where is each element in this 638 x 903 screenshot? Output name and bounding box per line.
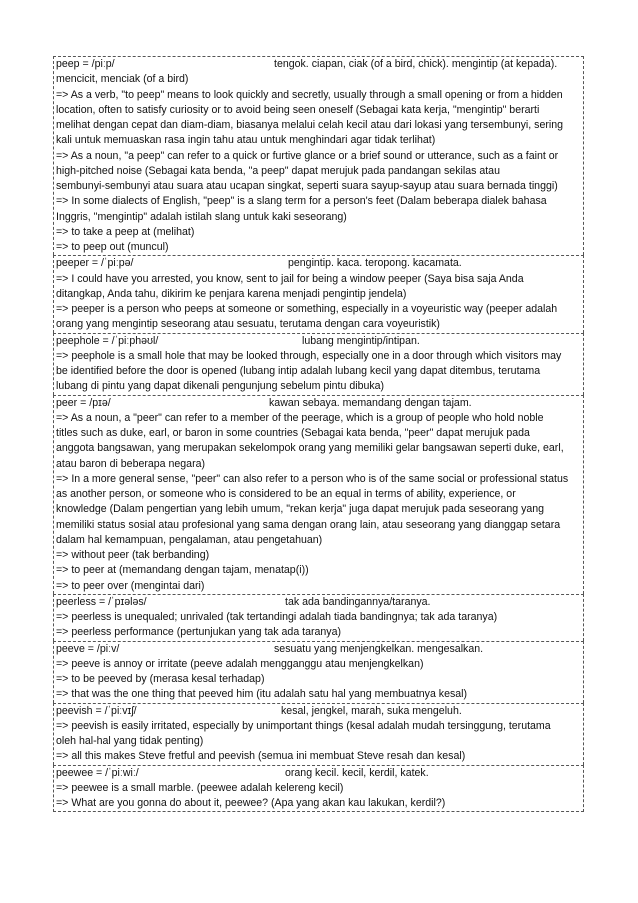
entry-text-line: memiliki status sosial atau profesional yang sama dengan orang lain, atau seseorang yang dianggap setara	[56, 518, 561, 531]
entry-text-line: => to take a peep at (melihat)	[56, 225, 195, 238]
entry-text-line: => peeve is annoy or irritate (peeve adalah mengganggu atau menjengkelkan)	[56, 657, 424, 670]
headword: peeve = /piːv/	[56, 642, 120, 655]
entry-text-line: as another person, or someone who is considered to be an equal in terms of ability, experience, or	[56, 488, 516, 500]
entry-text-line: orang yang mengintip seseorang atau sesuatu, terutama dengan cara voyeuristik)	[56, 318, 440, 331]
entry-text-line: => In a more general sense, "peer" can also refer to a person who is of the same social or professional status	[56, 472, 569, 485]
entry-text-line: => I could have you arrested, you know, sent to jail for being a window peeper (Saya bisa saja Anda	[56, 272, 524, 285]
entry-header	[56, 766, 581, 781]
entry-text-line: sembunyi-sembunyi atau suara atau ucapan singkat, seperti suara sayup-sayup atau suara bernada tinggi)	[56, 180, 558, 192]
dictionary-entry	[53, 594, 584, 641]
entry-text-line: dalam hal kemampuan, pengalaman, atau pengetahuan)	[56, 533, 323, 546]
headword: peeper = /ˈpiːpə/	[56, 257, 134, 270]
dictionary-entry	[53, 395, 584, 594]
dictionary-document	[53, 56, 584, 812]
dictionary-entry	[53, 333, 584, 395]
entry-text-line: => As a noun, "a peep" can refer to a quick or furtive glance or a brief sound or utterance, such as a faint or	[56, 149, 559, 162]
entry-text-line: => that was the one thing that peeved him (itu adalah satu hal yang membuatnya kesal)	[56, 688, 468, 701]
dictionary-entry	[53, 56, 584, 255]
entry-text-line: => As a noun, a "peer" can refer to a member of the peerage, which is a group of people who hold noble	[56, 411, 544, 424]
headword: peevish = /ˈpiːvɪʃ/	[56, 704, 137, 717]
entry-text-line: => peephole is a small hole that may be looked through, especially one in a door through which visitors may	[56, 349, 562, 362]
entry-text-line: lubang di pintu yang dapat dikenali pengunjung sebelum pintu dibuka)	[56, 380, 385, 393]
entry-text-line: => all this makes Steve fretful and peevish (semua ini membuat Steve resah dan kesal)	[56, 750, 466, 763]
entry-text-line: => peerless performance (pertunjukan yang tak ada taranya)	[56, 626, 342, 639]
entry-text-line: => to peer over (mengintai dari)	[56, 579, 205, 592]
entry-text-line: high-pitched noise (Sebagai kata benda, "a peep" dapat merujuk pada pandangan sekilas atau	[56, 164, 500, 177]
entry-text-line: Inggris, "mengintip" adalah istilah slang untuk kaki seseorang)	[56, 210, 347, 223]
headword: peep = /piːp/	[56, 58, 115, 70]
entry-text-line: => peewee is a small marble. (peewee adalah kelereng kecil)	[56, 781, 344, 794]
dictionary-entry	[53, 255, 584, 332]
translation: tak ada bandingannya/taranya.	[285, 595, 431, 608]
headword: peewee = /ˈpiːwiː/	[56, 766, 139, 779]
entry-text-line: => peeper is a person who peeps at someone or something, especially in a voyeuristic way (peeper adalah	[56, 303, 558, 315]
entry-header	[56, 256, 581, 271]
entry-text-line: mencicit, menciak (of a bird)	[56, 73, 189, 86]
entry-text-line: melihat dengan cepat dan diam-diam, biasanya melalui celah kecil atau dari lokasi yang tersembunyi, sering	[56, 119, 564, 131]
entry-text-line: oleh hal-hal yang tidak penting)	[56, 735, 204, 747]
translation: sesuatu yang menjengkelkan. mengesalkan.	[274, 642, 484, 655]
headword: peephole = /ˈpiːphəʊl/	[56, 334, 159, 347]
translation: kawan sebaya. memandang dengan tajam.	[269, 396, 472, 409]
translation: lubang mengintip/intipan.	[302, 334, 420, 347]
entry-header	[56, 334, 581, 349]
entry-header	[56, 642, 581, 657]
translation: pengintip. kaca. teropong. kacamata.	[288, 257, 462, 270]
dictionary-entry	[53, 765, 584, 813]
entry-text-line: ditangkap, Anda tahu, dikirim ke penjara karena menjadi pengintip jendela)	[56, 287, 407, 300]
entry-text-line: => What are you gonna do about it, peewee? (Apa yang akan kau lakukan, kerdil?)	[56, 797, 446, 809]
headword: peerless = /ˈpɪələs/	[56, 595, 147, 608]
entry-text-line: => As a verb, "to peep" means to look quickly and secretly, usually through a small opening or from a hidden	[56, 88, 563, 101]
entry-text-line: location, often to satisfy curiosity or to avoid being seen oneself (Sebagai kata kerja, "mengintip" berarti	[56, 103, 540, 116]
entry-text-line: anggota bangsawan, yang merupakan sekelompok orang yang memiliki gelar bangsawan seperti duke, earl,	[56, 442, 564, 455]
entry-text-line: => without peer (tak berbanding)	[56, 549, 210, 561]
entry-header	[56, 57, 581, 72]
entry-text-line: knowledge (Dalam pengertian yang lebih umum, "rekan kerja" juga dapat merujuk pada seseorang yang	[56, 503, 545, 516]
entry-header	[56, 396, 581, 411]
entry-text-line: atau baron di beberapa negara)	[56, 457, 206, 470]
entry-text-line: => In some dialects of English, "peep" is a slang term for a person's feet (Dalam beberapa dialek bahasa	[56, 195, 547, 208]
translation: kesal, jengkel, marah, suka mengeluh.	[281, 704, 462, 717]
entry-text-line: => to be peeved by (merasa kesal terhadap)	[56, 673, 265, 685]
entry-text-line: => to peep out (muncul)	[56, 241, 169, 253]
entry-text-line: titles such as duke, earl, or baron in some countries (Sebagai kata benda, "peer" dapat merujuk pada	[56, 427, 530, 439]
dictionary-entry	[53, 641, 584, 703]
translation: orang kecil. kecil, kerdil, katek.	[285, 766, 429, 779]
entry-text-line: => peerless is unequaled; unrivaled (tak tertandingi adalah tiada bandingnya; tak ada taranya)	[56, 611, 498, 623]
entry-text-line: => to peer at (memandang dengan tajam, menatap(i))	[56, 564, 309, 577]
entry-text-line: => peevish is easily irritated, especially by unimportant things (kesal adalah mudah tersinggung, terutama	[56, 719, 551, 732]
entry-header	[56, 704, 581, 719]
translation: tengok. ciapan, ciak (of a bird, chick). mengintip (at kepada).	[274, 58, 558, 70]
headword: peer = /pɪə/	[56, 396, 111, 409]
entry-text-line: kali untuk memuaskan rasa ingin tahu atau untuk menghindari agar tidak terlihat)	[56, 134, 436, 147]
entry-text-line: be identified before the door is opened (lubang intip adalah lubang kecil yang dapat ditembus, terutama	[56, 365, 541, 377]
entry-header	[56, 595, 581, 610]
dictionary-entry	[53, 703, 584, 765]
